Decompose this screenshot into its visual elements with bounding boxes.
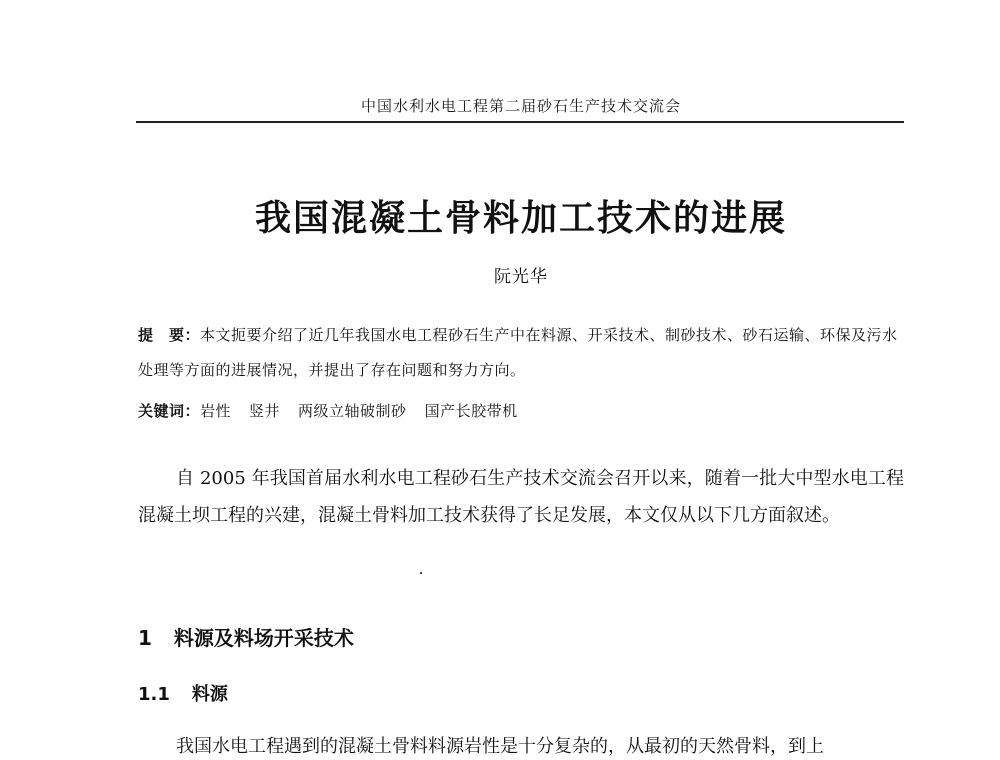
paper-title: 我国混凝土骨料加工技术的进展 — [254, 198, 787, 239]
abstract — [138, 318, 906, 388]
keywords — [138, 400, 906, 421]
keyword-item: 岩性 — [200, 402, 232, 420]
section-number: 1 — [138, 626, 152, 650]
abstract-text: 本文扼要介绍了近几年我国水电工程砂石生产中在料源、开采技术、制砂技术、砂石运输、环保及污水处理等方面的进展情况，并提出了存在问题和努力方向。 — [138, 326, 898, 379]
author-name: 阮光华 — [494, 267, 548, 287]
section-title: 料源及料场开采技术 — [173, 626, 354, 650]
subsection-title: 料源 — [191, 684, 228, 705]
scan-speck — [420, 572, 422, 574]
keyword-item: 竖井 — [249, 402, 281, 420]
intro-paragraph: 自 2005 年我国首届水利水电工程砂石生产技术交流会召开以来，随着一批大中型水电工程混凝土坝工程的兴建，混凝土骨料加工技术获得了长足发展，本文仅从以下几方面叙述。 — [138, 468, 904, 526]
keyword-item: 国产长胶带机 — [424, 402, 518, 420]
body-paragraph-line: 我国水电工程遇到的混凝土骨料料源岩性是十分复杂的，从最初的天然骨料，到上 — [176, 736, 824, 757]
keyword-item: 两级立轴破制砂 — [298, 402, 407, 420]
running-header: 中国水利水电工程第二届砂石生产技术交流会 — [360, 97, 681, 115]
section-heading — [138, 622, 354, 651]
keywords-label: 关键词： — [138, 402, 201, 420]
subsection-number: 1.1 — [138, 684, 170, 705]
header-rule — [136, 121, 904, 123]
abstract-label: 提 要： — [138, 326, 201, 344]
subsection-heading — [138, 680, 228, 706]
